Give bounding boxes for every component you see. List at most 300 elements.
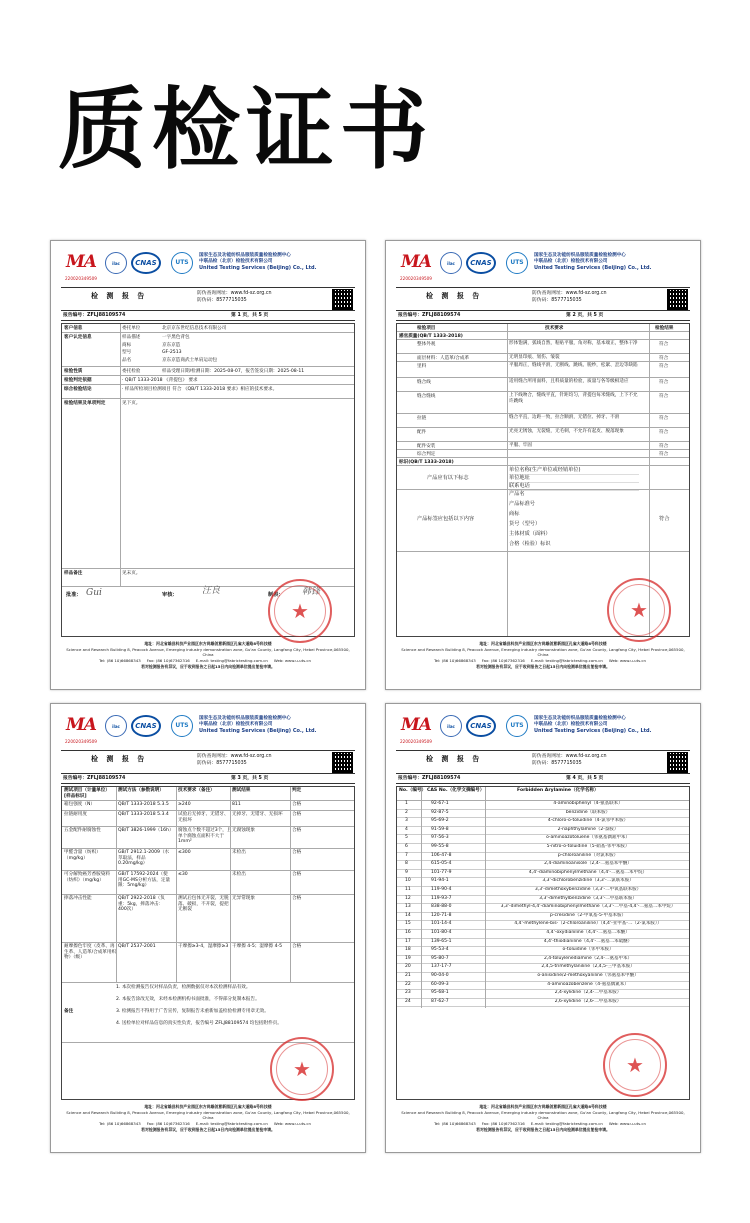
arylamine-row bbox=[397, 853, 689, 862]
report-footer bbox=[61, 1104, 355, 1144]
report-header bbox=[396, 249, 690, 283]
arylamine-row bbox=[397, 801, 689, 810]
row-name: benzidine（联苯胺） bbox=[565, 809, 611, 815]
head-1: 测试方法（参数说明） bbox=[118, 788, 164, 793]
official-stamp-icon: ★ bbox=[603, 1033, 667, 1097]
client-row bbox=[62, 324, 354, 333]
sample-value-3: GF-2513 bbox=[162, 350, 182, 355]
report-page-2[interactable] bbox=[385, 240, 701, 690]
cell-3: 811 bbox=[232, 802, 241, 807]
item-result: 符合 bbox=[659, 380, 669, 385]
results-value: 见下页。 bbox=[122, 401, 141, 406]
test-row bbox=[62, 849, 354, 871]
page-indicator: 第 2 页，共 5 页 bbox=[566, 313, 604, 318]
row-cas: 90-04-0 bbox=[431, 973, 449, 978]
mark-group-1-label: 产品应有以下标志 bbox=[427, 475, 469, 481]
sensory-row bbox=[397, 442, 689, 450]
item-result: 符合 bbox=[659, 444, 669, 449]
org-name-cn1: 国家生态及功能纺织品服装质量检验检测中心 bbox=[534, 716, 626, 721]
footer-mail: E-mail: testing@fabrictesting.com.cn bbox=[530, 1120, 603, 1126]
mark-item: 产品名 bbox=[509, 491, 525, 497]
test-row bbox=[62, 801, 354, 811]
row-cas: 97-56-3 bbox=[431, 835, 449, 841]
arylamine-row bbox=[397, 835, 689, 844]
row-cas: 95-69-2 bbox=[431, 818, 449, 824]
item-name: 拉链 bbox=[417, 416, 427, 421]
table-head bbox=[397, 324, 689, 332]
item-name: 综合判定 bbox=[417, 452, 436, 457]
mark-item: 产品标准号 bbox=[509, 501, 535, 507]
row-name: 2,4-diaminoanisole（2,4-二氨基苯甲醚） bbox=[544, 861, 632, 867]
org-name-cn2: 中联品检（北京）检验技术有限公司 bbox=[534, 722, 608, 728]
sensory-row bbox=[397, 428, 689, 442]
sample-key-2: 商标 bbox=[122, 342, 132, 348]
cell-4: 合格 bbox=[292, 812, 302, 817]
uts-logo-icon: UTS bbox=[171, 715, 193, 737]
ilac-logo-icon: ilac bbox=[105, 252, 127, 274]
cell-2: ≤300 bbox=[178, 850, 191, 855]
qr-code-icon[interactable] bbox=[332, 752, 353, 773]
report-page-4[interactable] bbox=[385, 703, 701, 1153]
approver-signature: Gui bbox=[86, 588, 102, 598]
row-no: 21 bbox=[405, 973, 411, 978]
ma-mark-icon: MA bbox=[400, 252, 431, 273]
report-body bbox=[396, 323, 690, 637]
writer-signature: 韩锋 bbox=[302, 587, 321, 597]
sensory-row bbox=[397, 450, 689, 458]
row-name: 2,4,5-trimethylaniline（2,4,5-三甲基苯胺） bbox=[541, 964, 635, 970]
ma-code: 220020349509 bbox=[400, 275, 432, 281]
notes-label: 备注 bbox=[64, 1009, 74, 1014]
report-title: 检 测 报 告 bbox=[91, 755, 148, 763]
cell-1: QB/T 1333-2018 5.3.5 bbox=[118, 802, 169, 807]
arylamine-row bbox=[397, 887, 689, 896]
row-name: 4,4'-oxydianiline（4,4'-二氨基二苯醚） bbox=[546, 930, 630, 935]
head-1: 技术要求 bbox=[545, 325, 564, 331]
report-header bbox=[396, 712, 690, 746]
sensory-row bbox=[397, 340, 689, 354]
row-cas: 92-67-1 bbox=[431, 801, 449, 806]
arylamine-row bbox=[397, 973, 689, 982]
cell-2: ≥240 bbox=[178, 802, 191, 807]
row-no: 13 bbox=[405, 904, 411, 910]
footer-fax: Fax: (86 10)67362316 bbox=[146, 657, 190, 663]
cell-0: 甲醛含量（纺织）（mg/kg） bbox=[64, 850, 101, 861]
test-row bbox=[62, 895, 354, 943]
footer-note: 若对检测报告有异议，应于收到报告之日起15日内向检测单位提出复检申请。 bbox=[476, 1126, 610, 1132]
row-cas: 60-09-3 bbox=[431, 981, 449, 987]
results-row bbox=[62, 399, 354, 569]
footer-note: 若对检测报告有异议，应于收到报告之日起15日内向检测单位提出复检申请。 bbox=[141, 663, 275, 669]
row-cas: 95-68-1 bbox=[431, 990, 449, 996]
page-title: 质检证书 bbox=[58, 78, 435, 181]
footer-fax: Fax: (86 10)67362316 bbox=[481, 1120, 525, 1126]
row-no: 23 bbox=[405, 990, 411, 996]
item-requirement: 形体饱满，弧线自然，粘贴平服，角对称，基本端正，整体干净 bbox=[509, 341, 638, 346]
qr-code-icon[interactable] bbox=[667, 752, 688, 773]
cell-0: 摔落冲击性能 bbox=[64, 896, 92, 901]
footer-address-en: Science and Research Building 8, Peacock Avenue, Emerging industry demonstration zone, Gu'an County, Langfang City, Hebei Province,065500, China bbox=[66, 646, 350, 658]
section-2 bbox=[397, 458, 689, 466]
footer-address: 地址：河北省雄县科技产业园区东方尚雄创意新园区孔雀大道路8号科技楼 bbox=[144, 1104, 272, 1109]
row-no: 18 bbox=[405, 947, 411, 953]
cell-3: 未检出 bbox=[232, 872, 246, 877]
item-requirement: 平服周正，缝线平滑，无断线、跳线、脱纱，松紧、歪边等缺陷 bbox=[509, 363, 638, 368]
conclusion-row bbox=[62, 385, 354, 399]
footer-contacts bbox=[61, 1121, 355, 1127]
arylamine-row bbox=[397, 904, 689, 913]
row-no: 24 bbox=[405, 998, 411, 1004]
cell-3: 未检出 bbox=[232, 850, 246, 855]
cell-3: 无异常现象 bbox=[232, 896, 255, 901]
row-no: 12 bbox=[405, 895, 411, 901]
row-cas: 95-80-7 bbox=[431, 955, 449, 961]
row-no: 22 bbox=[405, 981, 411, 987]
mark-item: 单位名称(生产单位或经销单位) bbox=[509, 467, 639, 475]
cell-0: 耐摩擦色牢度（皮革、再生革、人造革/合成革用织物）（级） bbox=[64, 944, 117, 961]
row-cas: 101-14-4 bbox=[431, 921, 452, 927]
row-name: 4-aminoazobenzene（4-氨基偶氮苯） bbox=[547, 981, 629, 987]
row-no: 2 bbox=[405, 809, 408, 815]
cell-1: QB/T 1333-2018 5.3.4 bbox=[118, 812, 169, 817]
footer-address: 地址：河北省雄县科技产业园区东方尚雄创意新园区孔雀大道路8号科技楼 bbox=[144, 641, 272, 646]
mark-item: 单位地址 bbox=[509, 475, 639, 483]
remark-label: 样品备注 bbox=[64, 571, 83, 576]
footer-web: Web: www.u-uts.cn bbox=[608, 657, 647, 663]
conclusion-value: · 样品所检项目检测项目 符合 《QB/T 1333-2018 要求》相应的技术要求。 bbox=[122, 387, 278, 392]
arylamine-row bbox=[397, 810, 689, 819]
item-name: 配件安装 bbox=[417, 444, 436, 449]
verify-code: 防伪码：8577715035 bbox=[197, 761, 247, 767]
auditor-label: 审核： bbox=[162, 592, 178, 598]
cell-2: ≤30 bbox=[178, 872, 188, 877]
org-name-cn1: 国家生态及功能纺织品服装质量检验检测中心 bbox=[199, 716, 291, 721]
arylamine-row bbox=[397, 930, 689, 939]
organization-name bbox=[199, 253, 317, 272]
verify-site: 防伪查询网址：www.fd-sz.org.cn bbox=[532, 754, 607, 759]
report-header bbox=[61, 249, 355, 283]
ma-logo bbox=[61, 714, 101, 744]
footer-note: 若对检测报告有异议，应于收到报告之日起15日内向检测单位提出复检申请。 bbox=[141, 1126, 275, 1132]
verify-code: 防伪码：8577715035 bbox=[532, 761, 582, 767]
cell-1: GB/T 2912.1-2009（水萃取法，样品0.20mg/kg） bbox=[118, 850, 170, 867]
footer-tel: Tel: (86 10)66868343 bbox=[433, 657, 476, 663]
row-cas: 119-93-7 bbox=[431, 895, 452, 901]
verify-info bbox=[532, 753, 607, 767]
cell-3: 无腐蚀现象 bbox=[232, 828, 255, 833]
org-name-cn2: 中联品检（北京）检验技术有限公司 bbox=[199, 722, 273, 728]
report-number: 报告编号：ZFLJ88109574 bbox=[63, 313, 126, 318]
head-4: 判定 bbox=[292, 788, 302, 793]
item-requirement: 光亮无锈蚀，无裂缝，无毛刺，不允许有起皮、脱落现象 bbox=[509, 429, 624, 434]
cnas-logo-icon: CNAS bbox=[131, 715, 161, 737]
section-marking: 标识(QB/T 1333-2018) bbox=[399, 460, 454, 465]
divider bbox=[421, 787, 422, 1008]
item-result: 符合 bbox=[659, 364, 669, 369]
verify-info bbox=[532, 290, 607, 304]
arylamine-row bbox=[397, 896, 689, 905]
test-type-row bbox=[62, 367, 354, 376]
ma-logo bbox=[396, 251, 436, 281]
row-cas: 101-77-9 bbox=[431, 869, 452, 875]
row-no: 6 bbox=[405, 844, 408, 849]
test-row bbox=[62, 827, 354, 849]
ma-code: 220020349509 bbox=[400, 738, 432, 744]
row-cas: 91-94-1 bbox=[431, 878, 449, 884]
row-name: 2,6-xylidine（2,6-二甲基苯胺） bbox=[554, 998, 622, 1004]
org-name-cn1: 国家生态及功能纺织品服装质量检验检测中心 bbox=[534, 253, 626, 258]
cell-1: QB/T 2537-2001 bbox=[118, 944, 156, 949]
note-line: 1. 本次检测报告仅对样品负责，检测数据仅对本次检测样品有效。 bbox=[116, 985, 251, 990]
page-indicator: 第 4 页，共 5 页 bbox=[566, 776, 604, 781]
item-result: 符合 bbox=[659, 416, 669, 421]
mark-item: 商标 bbox=[509, 511, 520, 517]
sample-key-3: 型号 bbox=[122, 350, 132, 355]
cell-2: 测试后包体无开裂、无脱落、破损，不开裂，提把无断裂 bbox=[178, 896, 229, 913]
test-type-value: 样品受理日期/检测日期：2025-08-07，报告签发日期：2025-08-11 bbox=[162, 369, 305, 374]
row-name: 2,4-toluylenediamine（2,4-二氨基甲苯） bbox=[543, 955, 633, 961]
report-footer bbox=[396, 641, 690, 681]
item-name: 缝合缝线 bbox=[417, 394, 436, 399]
org-name-en: United Testing Services (Beijing) Co., Ltd. bbox=[199, 265, 317, 272]
row-name: 4,4'-methylene-bis-（2-chloroaniline）（4,4'-亚甲基-二（2-氯苯胺）） bbox=[514, 921, 662, 927]
item-requirement: 适用缝合所用面料，且料质量的检验，质量与各等级相适应 bbox=[509, 379, 629, 384]
official-stamp-icon: ★ bbox=[268, 579, 332, 643]
footer-fax: Fax: (86 10)67362316 bbox=[146, 1120, 190, 1126]
item-name: 配件 bbox=[417, 430, 427, 435]
page-indicator: 第 3 页，共 5 页 bbox=[231, 776, 269, 781]
footer-tel: Tel: (86 10)66868343 bbox=[98, 1120, 141, 1126]
footer-address-en: Science and Research Building 8, Peacock Avenue, Emerging industry demonstration zone, Gu'an County, Langfang City, Hebei Province,065500, China bbox=[401, 1109, 685, 1121]
report-number-bar bbox=[61, 775, 355, 784]
test-type-key: 委托检验 bbox=[122, 369, 141, 374]
arylamine-row bbox=[397, 964, 689, 973]
approver-label: 批准： bbox=[66, 592, 82, 598]
item-result: 符合 bbox=[659, 394, 669, 399]
org-name-cn1: 国家生态及功能纺织品服装质量检验检测中心 bbox=[199, 253, 291, 258]
org-name-en: United Testing Services (Beijing) Co., Ltd. bbox=[534, 728, 652, 735]
footer-contacts bbox=[61, 658, 355, 664]
title-strip bbox=[396, 287, 690, 311]
note-line: 2. 本报告涂改无效，未经本检测机构书面批准，不得部分复制本报告。 bbox=[116, 997, 260, 1002]
row-no: 3 bbox=[405, 818, 408, 824]
cell-0: 五金配件耐腐蚀性 bbox=[64, 828, 101, 833]
cell-1: QB/T 3826-1999（16h） bbox=[118, 828, 174, 833]
mark-group-1 bbox=[397, 466, 689, 490]
footer-web: Web: www.u-uts.cn bbox=[273, 657, 312, 663]
mark-item: 合格（检验）标识 bbox=[509, 541, 551, 547]
report-title: 检 测 报 告 bbox=[426, 755, 483, 763]
head-2: 检验结果 bbox=[655, 325, 674, 331]
divider bbox=[116, 787, 117, 983]
item-name: 里料 bbox=[417, 364, 427, 369]
sample-key-1: 样品描述 bbox=[122, 335, 141, 340]
verify-info bbox=[197, 290, 272, 304]
row-no: 17 bbox=[405, 938, 411, 944]
arylamine-row bbox=[397, 999, 689, 1008]
row-no: 19 bbox=[405, 955, 411, 961]
verify-site: 防伪查询网址：www.fd-sz.org.cn bbox=[532, 291, 607, 296]
arylamine-row bbox=[397, 844, 689, 853]
report-header bbox=[61, 712, 355, 746]
row-cas: 101-80-4 bbox=[431, 930, 452, 935]
mark-item: 主体材质（面料） bbox=[509, 531, 551, 537]
report-number-bar bbox=[396, 775, 690, 784]
uts-logo-icon: UTS bbox=[506, 715, 528, 737]
report-page-3[interactable] bbox=[50, 703, 366, 1153]
head-2: 技术要求（备注） bbox=[178, 788, 215, 793]
standard-row bbox=[62, 376, 354, 385]
footer-tel: Tel: (86 10)66868343 bbox=[98, 657, 141, 663]
row-name: 3,3'-dimethoxybenzidine（3,3'-二甲氧基联苯胺） bbox=[534, 887, 642, 892]
arylamine-row bbox=[397, 939, 689, 948]
organization-name bbox=[534, 716, 652, 735]
row-cas: 91-59-8 bbox=[431, 826, 449, 832]
cell-4: 合格 bbox=[292, 850, 302, 855]
row-name: p-chloroaniline（对氯苯胺） bbox=[557, 852, 619, 858]
row-cas: 119-90-4 bbox=[431, 887, 452, 892]
report-footer bbox=[396, 1104, 690, 1144]
title-strip bbox=[61, 287, 355, 311]
head-3: 测试结果 bbox=[232, 788, 251, 793]
sample-label: 客户认定信息 bbox=[64, 335, 92, 340]
footer-tel: Tel: (86 10)66868343 bbox=[433, 1120, 476, 1126]
row-no: 4 bbox=[405, 826, 408, 832]
divider bbox=[120, 324, 121, 587]
report-title: 检 测 报 告 bbox=[426, 292, 483, 300]
note-line: 3. 检测报告不得用于广告宣传，复制报告未重新加盖检验检测专用章无效。 bbox=[116, 1009, 269, 1014]
row-cas: 838-88-0 bbox=[431, 904, 452, 910]
head-0: No.（编号） bbox=[399, 788, 427, 793]
divider bbox=[485, 787, 486, 1008]
head-1: CAS No.（化学文摘编号） bbox=[427, 788, 485, 793]
title-strip bbox=[396, 750, 690, 774]
row-name: o-anisidine/2-methoxyaniline（邻氨基苯甲醚） bbox=[537, 973, 639, 978]
head-0: 测试项目（计量单位）[样品标识] bbox=[64, 788, 110, 799]
test-row bbox=[62, 811, 354, 827]
table-head bbox=[62, 787, 354, 801]
standard-label: 检验判定依据 bbox=[64, 378, 92, 383]
arylamine-row bbox=[397, 878, 689, 887]
ilac-logo-icon: ilac bbox=[440, 715, 462, 737]
item-result: 符合 bbox=[659, 430, 669, 435]
remark-value: 见末页。 bbox=[122, 571, 141, 576]
item-name: 整体外观 bbox=[417, 342, 436, 347]
footer-contacts bbox=[396, 658, 690, 664]
row-name: 4,4'-diaminobiphenylmethane（4,4'-二氨基二苯甲烷） bbox=[528, 869, 648, 875]
item-requirement: 缝合平直，边距一致，拉合顺滑，无错位、掉牙、不滑 bbox=[509, 415, 620, 420]
writer-label: 制表： bbox=[268, 592, 284, 598]
ilac-logo-icon: ilac bbox=[440, 252, 462, 274]
row-cas: 139-65-1 bbox=[431, 938, 452, 944]
official-stamp-icon: ★ bbox=[270, 1037, 334, 1101]
test-type-label: 检验性质 bbox=[64, 369, 83, 374]
sample-value-4: 京东京造商武士单肩运动包 bbox=[162, 357, 218, 363]
report-title: 检 测 报 告 bbox=[91, 292, 148, 300]
footer-fax: Fax: (86 10)67362316 bbox=[481, 657, 525, 663]
divider bbox=[176, 787, 177, 983]
item-name: 面层材料：人造革/合成革 bbox=[417, 356, 470, 361]
cell-4: 合格 bbox=[292, 896, 302, 901]
arylamine-row bbox=[397, 990, 689, 999]
uts-logo-icon: UTS bbox=[171, 252, 193, 274]
sample-row bbox=[62, 333, 354, 367]
cnas-logo-icon: CNAS bbox=[131, 252, 161, 274]
footer-mail: E-mail: testing@fabrictesting.com.cn bbox=[195, 657, 268, 663]
cell-0: 箱包强度（N） bbox=[64, 802, 95, 807]
report-page-1[interactable] bbox=[50, 240, 366, 690]
divider bbox=[230, 787, 231, 983]
verify-code: 防伪码：8577715035 bbox=[197, 298, 247, 304]
row-cas: 99-55-8 bbox=[431, 844, 449, 849]
mark-group-2 bbox=[397, 490, 689, 552]
row-no: 14 bbox=[405, 912, 411, 918]
report-body bbox=[396, 786, 690, 1100]
row-name: 2-naphthylamine（2-萘胺） bbox=[557, 826, 619, 832]
row-name: 2,4-xylidine（2,4-二甲基苯胺） bbox=[554, 990, 622, 996]
row-name: 3,3'-dimethyl-4,4'-diaminobiphenylmethane（3,3'-二甲基-4,4'-二氨基二苯甲烷） bbox=[500, 904, 676, 910]
footer-address: 地址：河北省雄县科技产业园区东方尚雄创意新园区孔雀大道路8号科技楼 bbox=[479, 641, 607, 646]
ilac-logo-icon: ilac bbox=[105, 715, 127, 737]
row-cas: 137-17-7 bbox=[431, 964, 452, 970]
section-sensory: 感官质量(QB/T 1333-2018) bbox=[399, 334, 463, 339]
ma-logo bbox=[61, 251, 101, 281]
report-number-bar bbox=[396, 312, 690, 321]
cell-1: GB/T 17592-2024（使用GC-MS分析方法，定量限：5mg/kg） bbox=[118, 872, 171, 889]
cell-3: 干摩擦 4-5；湿摩擦 4-5 bbox=[232, 944, 283, 949]
cell-4: 合格 bbox=[292, 828, 302, 833]
report-number: 报告编号：ZFLJ88109574 bbox=[63, 776, 126, 781]
row-no: 16 bbox=[405, 930, 411, 935]
row-cas: 87-62-7 bbox=[431, 998, 449, 1004]
org-name-cn2: 中联品检（北京）检验技术有限公司 bbox=[534, 259, 608, 265]
client-value: 北京京东世纪信息技术有限公司 bbox=[162, 326, 227, 331]
divider bbox=[290, 787, 291, 983]
ma-mark-icon: MA bbox=[400, 715, 431, 736]
ma-logo bbox=[396, 714, 436, 744]
cell-2: 干摩擦≥3-4，湿摩擦≥3 bbox=[178, 944, 229, 949]
arylamine-row bbox=[397, 947, 689, 956]
footer-mail: E-mail: testing@fabrictesting.com.cn bbox=[530, 657, 603, 663]
verify-info bbox=[197, 753, 272, 767]
row-cas: 120-71-8 bbox=[431, 912, 452, 918]
row-name: 4-aminobiphenyl（4-氨基联苯） bbox=[553, 801, 623, 806]
footer-contacts bbox=[396, 1121, 690, 1127]
item-requirement: 平服、牢固 bbox=[509, 443, 532, 448]
arylamine-row bbox=[397, 921, 689, 930]
sample-key-4: 品名 bbox=[122, 357, 132, 363]
item-result: 符合 bbox=[659, 356, 669, 361]
item-name: 缝合线 bbox=[417, 380, 431, 385]
cell-0: 拉链耐用度 bbox=[64, 812, 87, 817]
mark-group-2-label: 产品标签应包括以下内容 bbox=[417, 516, 475, 522]
row-no: 20 bbox=[405, 964, 411, 970]
verify-site: 防伪查询网址：www.fd-sz.org.cn bbox=[197, 754, 272, 759]
row-no: 10 bbox=[405, 878, 411, 884]
row-no: 11 bbox=[405, 887, 411, 892]
auditor-signature: 汪良 bbox=[202, 586, 221, 596]
standard-value: · QB/T 1333-2018 《背提包》 要求 bbox=[122, 378, 198, 383]
cell-4: 合格 bbox=[292, 802, 302, 807]
qr-code-icon[interactable] bbox=[332, 289, 353, 310]
cell-2: 腐蚀点个数不超过3个，且单个腐蚀点面积不大于1mm² bbox=[178, 828, 232, 845]
report-number: 报告编号：ZFLJ88109574 bbox=[398, 313, 461, 318]
sample-value-1: 一字黑色背包 bbox=[162, 335, 190, 340]
row-name: 4,4'-thiodianiline（4,4'-二氨基二苯硫醚） bbox=[543, 938, 633, 944]
ma-mark-icon: MA bbox=[65, 252, 96, 273]
qr-code-icon[interactable] bbox=[667, 289, 688, 310]
footer-web: Web: www.u-uts.cn bbox=[608, 1120, 647, 1126]
